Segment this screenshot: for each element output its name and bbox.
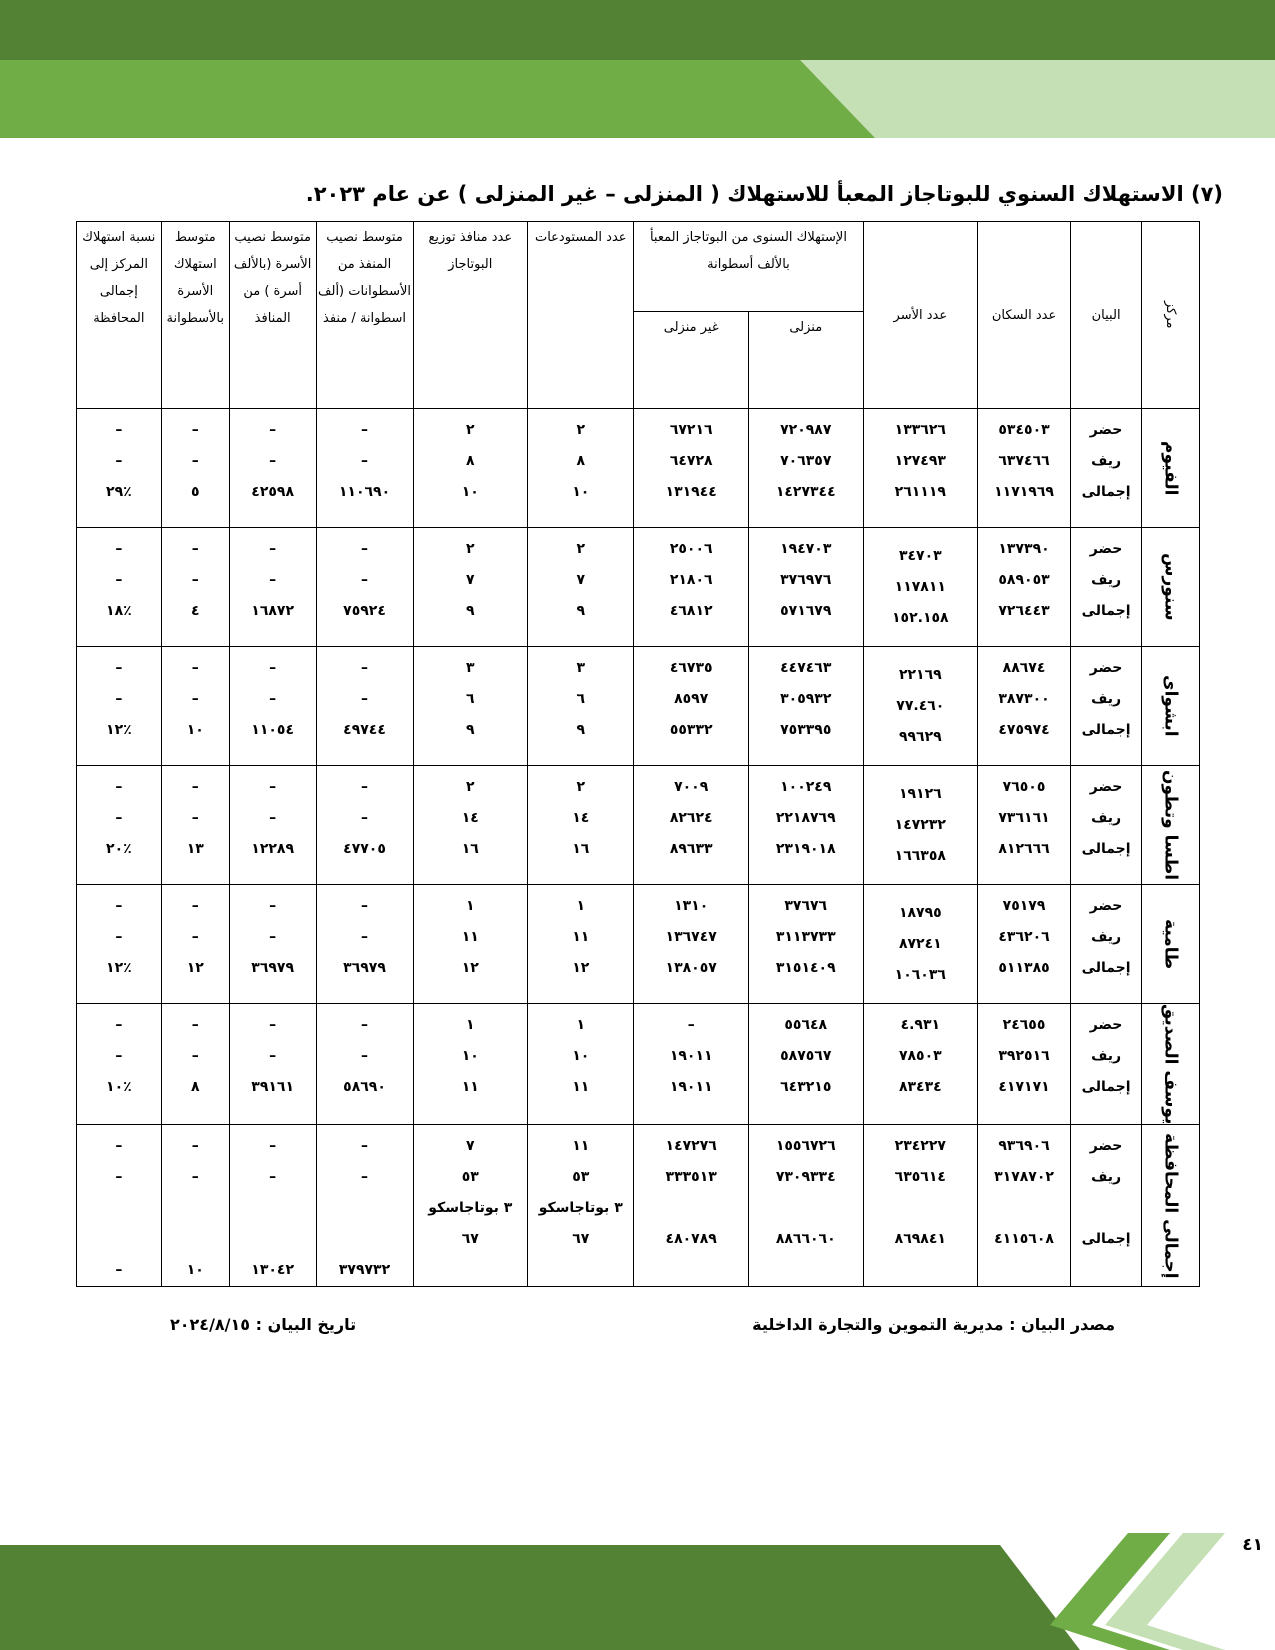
ghair-value: ٢١٨٠٦ [669,572,713,588]
outlets-cell [413,1004,528,1125]
ghair-value: ١٩٠١١ [669,1048,713,1064]
manafez-value: ١١ [461,929,479,945]
warehouses-cell [528,885,634,1004]
table-row [77,409,1200,528]
header-bayan: البيان [1070,222,1141,409]
usar-value: ٩٩٦٢٩ [898,728,942,745]
nasib_usra-value: ١١٠٥٤ [251,722,295,738]
usar-value: ٢٦١١١٩ [894,484,946,500]
istihlak_usra-value: ٨ [191,1079,200,1095]
manafez-value: ٨ [466,453,475,469]
domestic-consumption-cell [748,1125,863,1287]
sukkan-value: ٨١٢٦٦٦ [998,841,1050,857]
center-label: إجمالى المحافظة [1160,1133,1181,1279]
mustawdaat-value: ١١ [572,929,590,945]
outlet-share-cell: – – ٧٥٩٢٤ [316,528,413,647]
manafez-value: ٣ [466,660,475,676]
households-cell [863,528,978,647]
household-consumption-cell: – – ١٢ [161,885,229,1004]
usar-value: ٢٣٤٢٢٧ [894,1138,946,1155]
ghair-value: ١٤٧٢٧٦ [665,1138,717,1155]
row-label: إجمالى [1081,484,1131,500]
ghair-value: ٨٥٩٧ [674,691,709,707]
manafez-value: ٧ [466,572,475,588]
manzili-value: ٣٠٥٩٣٢ [780,691,832,707]
manzili-value: ٨٨٦٦٠٦٠ [775,1231,836,1248]
manafez-value: ٩ [466,603,475,619]
manafez-value: ١١ [461,1079,479,1095]
row-label: إجمالى [1081,1079,1131,1095]
ghair-value: ٤٨٠٧٨٩ [665,1231,717,1248]
mustawdaat-value: ٢ [576,541,586,557]
mustawdaat-value: ١١ [572,1138,590,1155]
ghair-value: ٢٥٠٠٦ [669,541,713,557]
mustawdaat-value: ٨ [576,453,586,469]
mustawdaat-value: ١٠ [572,1048,590,1064]
nasib_usra-value: ١٦٨٧٢ [251,603,295,619]
non-domestic-consumption-cell [634,885,749,1004]
ghair-value: ٧٠٠٩ [674,779,709,795]
usar-value: ٧٧.٤٦٠ [896,697,945,714]
istihlak_usra-value: ٤ [191,603,200,619]
header-consumption: الإستهلاك السنوى من البوتاجاز المعبأ بالألف أسطوانة [634,222,863,312]
nasib_manfaz-value: ٧٥٩٢٤ [343,603,386,619]
manzili-value: ٥٥٦٤٨ [784,1017,828,1033]
household-consumption-cell: – – ١٣ [161,766,229,885]
manafez-value: ٢ [466,779,475,795]
nasib_manfaz-value: ٤٩٧٤٤ [343,722,386,738]
manzili-value: ٤٤٧٤٦٣ [780,660,832,676]
nasib_usra-value: ٤٢٥٩٨ [251,484,295,500]
usar-value: ٣٤٧٠٣ [898,547,942,564]
row-labels [1070,409,1141,528]
usar-value: ١٩١٢٦ [898,785,942,802]
ghair-value: ٥٥٣٣٢ [669,722,713,738]
page-title: (٧) الاستهلاك السنوي للبوتاجاز المعبأ للاستهلاك ( المنزلى – غير المنزلى ) عن عام ٢٠٢٣. [305,182,1223,206]
center-name [1142,528,1200,647]
usar-value: ٨٣٤٣٤ [898,1079,942,1095]
manzili-value: ١٤٢٧٣٤٤ [775,484,836,500]
sukkan-value: ٤١٧١٧١ [998,1079,1050,1095]
domestic-consumption-cell [748,1004,863,1125]
row-labels [1070,528,1141,647]
mustawdaat-value: ٦ [576,691,586,707]
households-cell [863,1125,978,1287]
manafez-value: ٥٣ [461,1169,479,1186]
table-row [77,528,1200,647]
outlets-cell [413,528,528,647]
row-label: ريف [1091,572,1122,588]
warehouses-cell [528,528,634,647]
nasib_usra-value: ٣٦٩٧٩ [251,960,295,976]
percentage-cell: – – ٪١٨ [77,528,162,647]
population-cell [978,409,1071,528]
nesba-value: ٪١٠ [106,1079,132,1095]
row-label: حضر [1089,541,1123,557]
table-row [77,647,1200,766]
header-nasib-usra: متوسط نصيب الأسرة (بالألف أسرة ) من المنافذ [229,222,316,409]
manzili-value: ٥٨٧٥٦٧ [780,1048,832,1064]
percentage-cell: – – – [77,1125,162,1287]
mustawdaat-value: ٣ [576,660,586,676]
mustawdaat-value: ١٠ [572,484,590,500]
percentage-cell: – – ٪١٠ [77,1004,162,1125]
sukkan-value: ٧٦٥٠٥ [1002,779,1046,795]
sukkan-value: ١٣٧٣٩٠ [998,541,1050,557]
warehouses-cell [528,1125,634,1287]
row-label: ريف [1091,810,1122,826]
manzili-value: ١٥٥٦٧٢٦ [775,1138,836,1155]
row-labels [1070,766,1141,885]
source-note: مصدر البيان : مديرية التموين والتجارة الداخلية [752,1315,1115,1334]
sukkan-value: ٥٣٤٥٠٣ [998,422,1050,438]
row-label: حضر [1089,660,1123,676]
usar-value: ٢٢١٦٩ [898,666,942,683]
table-row [77,1004,1200,1125]
ghair-value: ٣٣٣٥١٣ [665,1169,717,1186]
manzili-value: ٣٧٦٩٧٦ [780,572,832,588]
header-sukkan: عدد السكان [978,222,1071,409]
ghair-value: ١٣٨٠٥٧ [665,960,717,976]
ghair-value: ١٣١٠ [674,898,709,914]
outlets-cell [413,647,528,766]
nasib_manfaz-value: ١١٠٦٩٠ [338,484,391,500]
households-cell [863,409,978,528]
warehouses-cell [528,409,634,528]
domestic-consumption-cell [748,528,863,647]
non-domestic-consumption-cell [634,647,749,766]
manzili-value: ٣١٥١٤٠٩ [775,960,836,976]
istihlak_usra-value: ١٣ [186,841,204,857]
non-domestic-consumption-cell [634,528,749,647]
ghair-value: ١٩٠١١ [669,1079,713,1095]
ghair-value: ٤٦٧٣٥ [669,660,713,676]
sukkan-value: ٣٨٧٣٠٠ [998,691,1050,707]
header-istihlak-usra: متوسط استهلاك الأسرة بالأسطوانة [161,222,229,409]
row-label: ريف [1091,691,1122,707]
household-consumption-cell: – – ١٠ [161,647,229,766]
manzili-value: ٥٧١٦٧٩ [780,603,832,619]
mustawdaat-value: ٦٧ [572,1231,590,1248]
manzili-value: ٦٤٣٢١٥ [780,1079,832,1095]
center-name [1142,409,1200,528]
mustawdaat-value: ٩ [576,722,586,738]
ghair-value: ٨٩٦٣٣ [669,841,713,857]
household-share-cell: – – ١٦٨٧٢ [229,528,316,647]
usar-value: ٧٨٥٠٣ [898,1048,942,1064]
percentage-cell: – – ٪٢٠ [77,766,162,885]
row-labels [1070,1004,1141,1125]
row-labels [1070,885,1141,1004]
household-consumption-cell: – – ٨ [161,1004,229,1125]
non-domestic-consumption-cell [634,766,749,885]
manafez-value: ٦ [466,691,475,707]
sukkan-value: ١١٧١٩٦٩ [994,484,1054,500]
ghair-value: ٦٧٢١٦ [669,422,713,438]
population-cell [978,1125,1071,1287]
mustawdaat-value: ٧ [576,572,586,588]
ghair-value: – [687,1017,695,1033]
outlet-share-cell: – – ٥٨٦٩٠ [316,1004,413,1125]
nasib_usra-value: ١٣٠٤٢ [251,1262,295,1279]
mustawdaat-value: ١٢ [572,960,590,976]
household-consumption-cell: – – ١٠ [161,1125,229,1287]
domestic-consumption-cell [748,647,863,766]
outlets-cell [413,885,528,1004]
row-label: ريف [1091,1048,1122,1064]
nasib_manfaz-value: ٣٧٩٧٣٢ [338,1262,391,1279]
population-cell [978,766,1071,885]
page-number: ٤١ [1242,1535,1263,1555]
manafez-value: ١٠ [461,484,479,500]
mustawdaat-value: ١ [576,898,586,914]
center-label: يوسف الصديق [1160,1004,1181,1125]
usar-value: ١٠٦٠٣٦ [894,966,946,983]
nasib_manfaz-value: ٥٨٦٩٠ [343,1079,386,1095]
warehouses-cell [528,647,634,766]
household-share-cell: – – ١٢٢٨٩ [229,766,316,885]
center-name [1142,1125,1200,1287]
non-domestic-consumption-cell [634,409,749,528]
mustawdaat-value: ٩ [576,603,586,619]
header-ghair: غير منزلى [634,312,749,409]
header-manzili: منزلى [748,312,863,409]
household-share-cell: – – ٣٦٩٧٩ [229,885,316,1004]
households-cell [863,766,978,885]
usar-value: ٨٦٩٨٤١ [894,1231,946,1248]
row-label: حضر [1089,1138,1123,1155]
usar-value: ٤.٩٣١ [900,1017,941,1033]
usar-value: ١٤٧٢٣٢ [894,816,946,833]
center-name [1142,647,1200,766]
non-domestic-consumption-cell [634,1125,749,1287]
manzili-value: ٢٣١٩٠١٨ [775,841,836,857]
households-cell [863,647,978,766]
row-labels [1070,647,1141,766]
center-label: ابشواى [1160,675,1181,737]
header-row-1 [77,222,1200,312]
manzili-value: ١٠٠٢٤٩ [780,779,832,795]
sukkan-value: ٣٩٢٥١٦ [998,1048,1050,1064]
sukkan-value: ٥٨٩٠٥٣ [998,572,1050,588]
sukkan-value: ٣١٧٨٧٠٢ [994,1169,1054,1186]
row-label: ريف [1091,1169,1122,1186]
top-banner [0,0,1275,160]
row-label: حضر [1089,422,1123,438]
header-manafez: عدد منافذ توزيع البوتاجاز [413,222,528,409]
manafez-value: ٣ بوتاجاسكو [428,1200,513,1217]
sukkan-value: ٥١١٣٨٥ [998,960,1050,976]
consumption-table [76,221,1200,1287]
mustawdaat-value: ٢ [576,779,586,795]
manzili-value: ٢٢١٨٧٦٩ [775,810,836,826]
outlet-share-cell: – – ٤٧٧٠٥ [316,766,413,885]
warehouses-cell [528,766,634,885]
manzili-value: ٧٢٠٩٨٧ [780,422,832,438]
row-label: إجمالى [1081,722,1131,738]
usar-value: ١٣٣٦٢٦ [894,422,946,438]
outlet-share-cell: – – ٣٧٩٧٣٢ [316,1125,413,1287]
mustawdaat-value: ١٤ [572,810,590,826]
header-nesba: نسبة استهلاك المركز إلى إجمالى المحافظة [77,222,162,409]
manafez-value: ١ [466,898,475,914]
sukkan-value: ٧٥١٧٩ [1002,898,1046,914]
population-cell [978,647,1071,766]
sukkan-value: ٤٧٥٩٧٤ [998,722,1050,738]
sukkan-value: ٤٣٦٢٠٦ [998,929,1050,945]
households-cell [863,1004,978,1125]
manafez-value: ١ [466,1017,475,1033]
ghair-value: ٨٢٦٢٤ [669,810,713,826]
warehouses-cell [528,1004,634,1125]
mustawdaat-value: ١ [576,1017,586,1033]
center-label: سنورس [1160,553,1181,621]
usar-value: ٦٣٥٦١٤ [894,1169,946,1186]
household-share-cell: – – ٤٢٥٩٨ [229,409,316,528]
household-consumption-cell: – – ٥ [161,409,229,528]
manafez-value: ٩ [466,722,475,738]
sukkan-value: ٧٣٦١٦١ [998,810,1050,826]
istihlak_usra-value: ١٢ [186,960,204,976]
mustawdaat-value: ١١ [572,1079,590,1095]
outlet-share-cell: – – ١١٠٦٩٠ [316,409,413,528]
mustawdaat-value: ٣ بوتاجاسكو [538,1200,623,1217]
manzili-value: ٧٠٦٣٥٧ [780,453,832,469]
row-label: ريف [1091,453,1122,469]
manzili-value: ٧٣٠٩٣٣٤ [775,1169,836,1186]
population-cell [978,1004,1071,1125]
row-labels [1070,1125,1141,1287]
row-label: إجمالى [1081,841,1131,857]
table-row [77,766,1200,885]
ghair-value: ٦٤٧٢٨ [669,453,713,469]
row-label: حضر [1089,1017,1123,1033]
center-name [1142,1004,1200,1125]
row-label: ريف [1091,929,1122,945]
row-label: حضر [1089,779,1123,795]
outlets-cell [413,766,528,885]
households-cell [863,885,978,1004]
mustawdaat-value: ٥٣ [572,1169,590,1186]
domestic-consumption-cell [748,766,863,885]
manafez-value: ٢ [466,422,475,438]
ghair-value: ١٣١٩٤٤ [665,484,717,500]
nesba-value: ٪٢٠ [106,841,132,857]
nesba-value: ٪٢٩ [106,484,132,500]
nesba-value: ٪١٢ [106,722,132,738]
nasib_manfaz-value: ٣٦٩٧٩ [343,960,386,976]
household-share-cell: – – ١٣٠٤٢ [229,1125,316,1287]
manzili-value: ١٩٤٧٠٣ [780,541,832,557]
nesba-value: ٪١٢ [106,960,132,976]
usar-value: ١٢٧٤٩٣ [894,453,946,469]
header-mustawdaat: عدد المستودعات [528,222,634,409]
table-row [77,1125,1200,1287]
mustawdaat-value: ١٦ [572,841,590,857]
nasib_usra-value: ١٢٢٨٩ [251,841,295,857]
manafez-value: ١٦ [461,841,479,857]
center-name [1142,766,1200,885]
percentage-cell: – – ٪١٢ [77,885,162,1004]
usar-value: ١٨٧٩٥ [898,904,942,921]
mustawdaat-value: ٢ [576,422,586,438]
date-note: تاريخ البيان : ٢٠٢٤/٨/١٥ [170,1315,357,1334]
percentage-cell: – – ٪١٢ [77,647,162,766]
header-nasib-manfaz: متوسط نصيب المنفذ من الأسطوانات (ألف اسطوانة / منفذ [316,222,413,409]
population-cell [978,528,1071,647]
ghair-value: ٤٦٨١٢ [669,603,713,619]
sukkan-value: ٦٣٧٤٦٦ [998,453,1050,469]
domestic-consumption-cell [748,885,863,1004]
non-domestic-consumption-cell [634,1004,749,1125]
center-name [1142,885,1200,1004]
manafez-value: ١٠ [461,1048,479,1064]
household-consumption-cell: – – ٤ [161,528,229,647]
usar-value: ٨٧٢٤١ [898,935,942,952]
header-markaz: مركز [1142,222,1200,409]
istihlak_usra-value: ٥ [191,484,200,500]
row-label: حضر [1089,898,1123,914]
row-label: إجمالى [1081,960,1131,976]
manafez-value: ٢ [466,541,475,557]
outlet-share-cell: – – ٣٦٩٧٩ [316,885,413,1004]
nesba-value: ٪١٨ [106,603,132,619]
ghair-value: ١٣٦٧٤٧ [665,929,717,945]
percentage-cell: – – ٪٢٩ [77,409,162,528]
sukkan-value: ٩٣٦٩٠٦ [998,1138,1050,1155]
manafez-value: ٧ [466,1138,475,1155]
household-share-cell: – – ١١٠٥٤ [229,647,316,766]
center-label: اطسا وتطون [1160,769,1181,881]
istihlak_usra-value: ١٠ [186,722,204,738]
sukkan-value: ٧٢٦٤٤٣ [998,603,1050,619]
istihlak_usra-value: ١٠ [186,1262,204,1279]
domestic-consumption-cell [748,409,863,528]
center-label: الفيوم [1160,440,1181,496]
manzili-value: ٣١١٣٧٣٣ [775,929,836,945]
bottom-banner [0,1525,1275,1650]
table-row [77,885,1200,1004]
sukkan-value: ٤١١٥٦٠٨ [994,1231,1054,1248]
outlet-share-cell: – – ٤٩٧٤٤ [316,647,413,766]
usar-value: ١٦٦٣٥٨ [894,847,946,864]
center-label: طامية [1160,918,1181,970]
header-usar: عدد الأسر [863,222,978,409]
row-label: إجمالى [1081,603,1131,619]
outlets-cell [413,409,528,528]
manzili-value: ٧٥٣٣٩٥ [780,722,832,738]
row-label: إجمالى [1081,1231,1131,1248]
outlets-cell [413,1125,528,1287]
nesba-value: – [115,1262,123,1279]
nasib_manfaz-value: ٤٧٧٠٥ [343,841,386,857]
manafez-value: ١٤ [461,810,479,826]
manafez-value: ١٢ [461,960,479,976]
usar-value: ١٥٢.١٥٨ [892,609,949,626]
manafez-value: ٦٧ [461,1231,479,1248]
sukkan-value: ٨٨٦٧٤ [1002,660,1046,676]
nasib_usra-value: ٣٩١٦١ [251,1079,295,1095]
population-cell [978,885,1071,1004]
manzili-value: ٣٧٦٧٦ [784,898,828,914]
usar-value: ١١٧٨١١ [894,578,946,595]
sukkan-value: ٢٤٦٥٥ [1002,1017,1046,1033]
household-share-cell: – – ٣٩١٦١ [229,1004,316,1125]
